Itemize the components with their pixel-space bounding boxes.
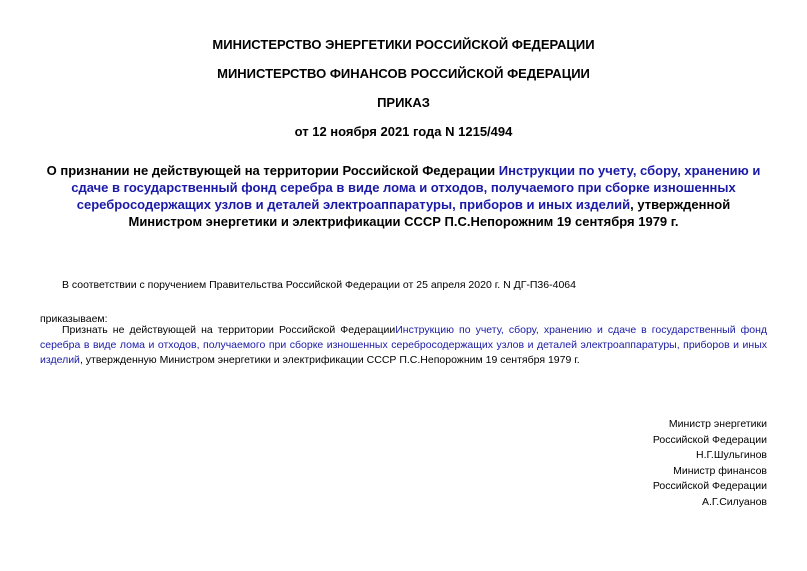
document-title	[40, 162, 767, 230]
order-point-paragraph	[40, 323, 767, 368]
ministry-energy-heading: МИНИСТЕРСТВО ЭНЕРГЕТИКИ РОССИЙСКОЙ ФЕДЕРАЦИИ	[212, 37, 595, 52]
finance-minister-country: Российской Федерации	[652, 480, 767, 492]
energy-minister-country: Российской Федерации	[652, 433, 767, 446]
finance-minister-name: А.Г.Силуанов	[701, 495, 767, 508]
energy-minister-position: Министр энергетики	[668, 418, 767, 430]
order-word: приказываем:	[40, 313, 108, 325]
title-instruction-link[interactable]: Инструкции по учету, сбору, хранению и сдаче в государственный фонд серебра в виде лома и отходов, получаемого при сборке изношенных серебросодержащих узлов и деталей электроаппаратуры, приборов и иных изделий	[71, 163, 761, 212]
title-prefix: О признании не действующей на территории Российской Федерации	[46, 163, 499, 178]
point-suffix: , утвержденную Министром энергетики и электрификации СССР П.С.Непорожним 19 сентября 1979 г.	[79, 354, 580, 366]
doc-date-number: от 12 ноября 2021 года N 1215/494	[294, 124, 513, 139]
doc-type-heading: ПРИКАЗ	[377, 95, 430, 110]
point-prefix: Признать не действующей на территории Российской Федерации	[62, 324, 396, 336]
finance-minister-position: Министр финансов	[673, 464, 767, 477]
basis-paragraph: В соответствии с поручением Правительства Российской Федерации от 25 апреля 2020 г. N ДГ-П36-4064	[62, 279, 576, 291]
point-instruction-link[interactable]: Инструкцию по учету, сбору, хранению и сдаче в государственный фонд серебра в виде лома и отходов, получаемого при сборке изношенных серебросодержащих узлов и деталей электроаппаратуры, приборов и иных изделий	[40, 324, 767, 366]
ministry-finance-heading: МИНИСТЕРСТВО ФИНАНСОВ РОССИЙСКОЙ ФЕДЕРАЦИИ	[217, 66, 590, 81]
title-suffix: , утвержденной Министром энергетики и электрификации СССР П.С.Непорожним 19 сентября 1979 г.	[128, 197, 731, 229]
signature-block	[653, 417, 767, 510]
energy-minister-name: Н.Г.Шульгинов	[696, 449, 767, 461]
